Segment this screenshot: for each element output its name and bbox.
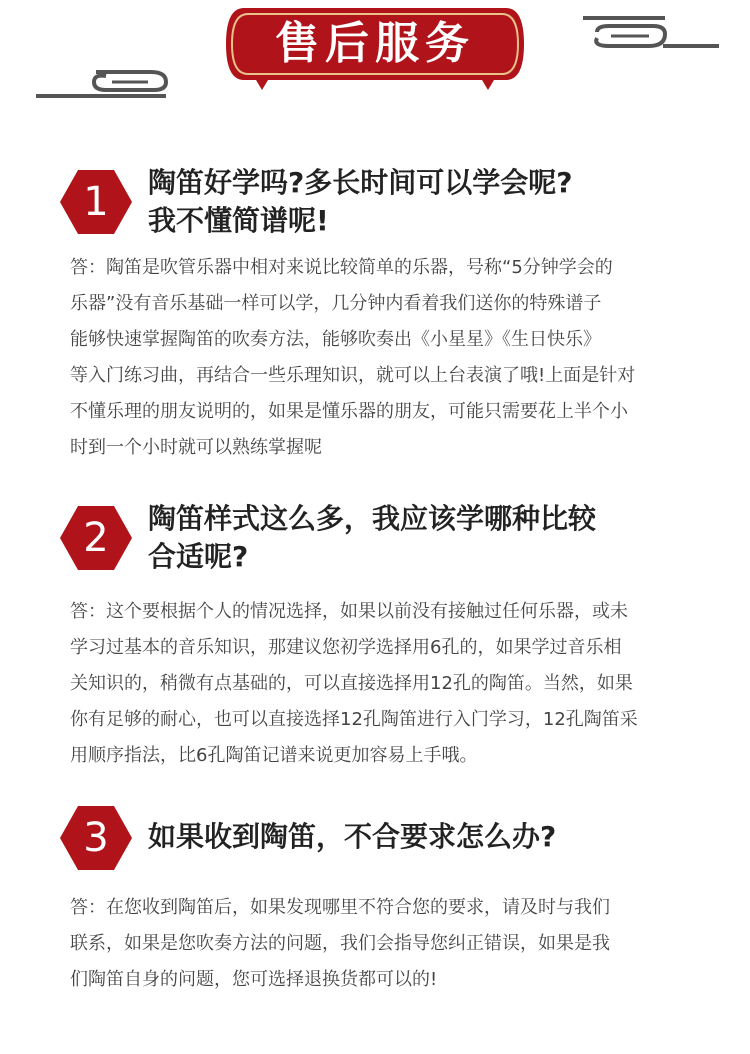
faq-section-3 [0,800,750,1020]
cloud-ornament-right-icon [583,12,723,52]
number-badge [60,506,132,570]
answer-text: 答：这个要根据个人的情况选择，如果以前没有接触过任何乐器，或未 学习过基本的音乐知识，那建议您初学选择用6孔的，如果学过音乐相 关知识的，稍微有点基础的，可以直接选择用12孔的陶笛。当然，如果 你有足够的耐心，也可以直接选择12孔陶笛进行入门学习，12孔陶笛采 用顺序指法，比6孔陶笛记谱来说更加容易上手哦。 [70,601,638,766]
faq-section-2 [0,496,750,786]
faq-section-1 [0,160,750,470]
cloud-ornament-left-icon [36,62,176,102]
answer-text: 答：陶笛是吹管乐器中相对来说比较简单的乐器，号称“5分钟学会的 乐器”没有音乐基础一样可以学，几分钟内看着我们送你的特殊谱子 能够快速掌握陶笛的吹奏方法，能够吹奏出《小星星》《生日快乐》 等入门练习曲，再结合一些乐理知识，就可以上台表演了哦!上面是针对 不懂乐理的朋友说明的，如果是懂乐器的朋友，可能只需要花上半个小 时到一个小时就可以熟练掌握呢 [70,257,636,458]
page-title: 售后服务 [275,18,475,69]
page-header [0,0,750,115]
question-title: 陶笛样式这么多，我应该学哪种比较 合适呢? [148,502,597,573]
answer-text: 答：在您收到陶笛后，如果发现哪里不符合您的要求，请及时与我们 联系，如果是您吹奏方法的问题，我们会指导您纠正错误，如果是我 们陶笛自身的问题，您可选择退换货都可以的! [70,897,610,990]
number-badge [60,806,132,870]
question-title: 如果收到陶笛，不合要求怎么办? [148,820,557,853]
question-title: 陶笛好学吗?多长时间可以学会呢? 我不懂简谱呢! [148,166,573,237]
number-label: 1 [83,179,109,225]
number-label: 3 [83,815,109,861]
number-badge [60,170,132,234]
number-label: 2 [83,515,109,561]
